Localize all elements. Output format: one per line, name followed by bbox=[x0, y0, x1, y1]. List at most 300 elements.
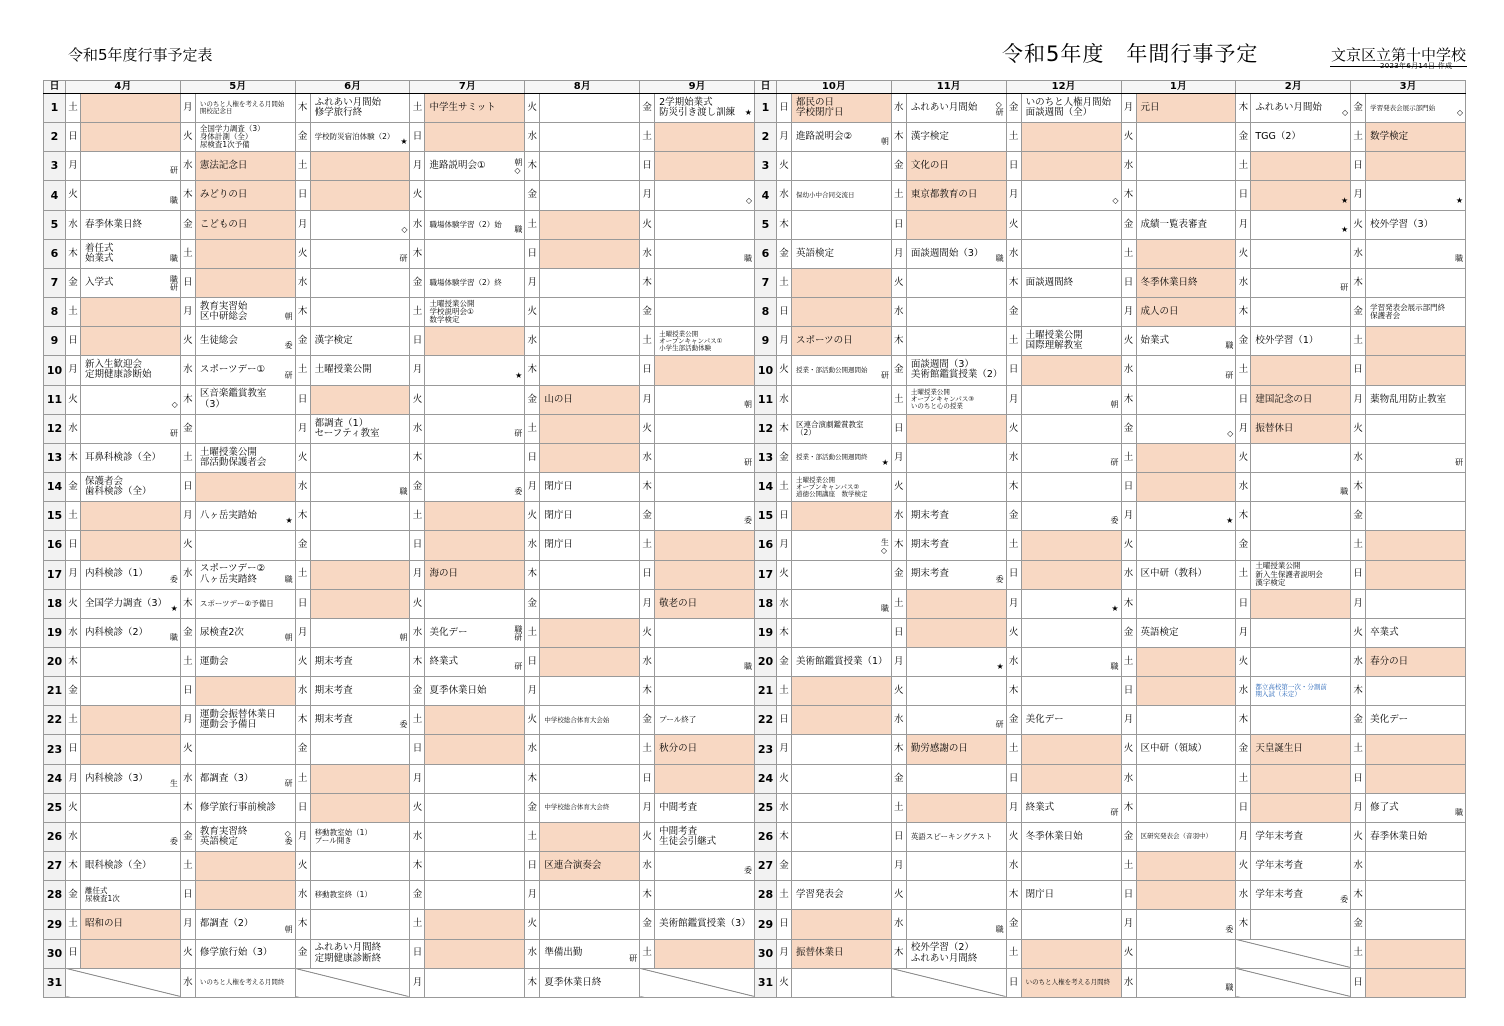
event-cell[interactable] bbox=[1251, 618, 1351, 647]
event-cell[interactable] bbox=[310, 706, 410, 735]
event-cell[interactable] bbox=[1021, 210, 1121, 239]
event-cell[interactable] bbox=[425, 502, 525, 531]
event-cell[interactable] bbox=[906, 210, 1006, 239]
event-cell[interactable] bbox=[791, 181, 891, 210]
event-cell[interactable] bbox=[791, 239, 891, 268]
event-cell[interactable] bbox=[81, 764, 181, 793]
event-cell[interactable] bbox=[1251, 268, 1351, 297]
event-cell[interactable] bbox=[310, 414, 410, 443]
event-cell[interactable] bbox=[1251, 385, 1351, 414]
event-cell[interactable] bbox=[1251, 327, 1351, 356]
event-cell[interactable] bbox=[540, 531, 640, 560]
event-cell[interactable] bbox=[310, 123, 410, 152]
event-cell[interactable] bbox=[1251, 152, 1351, 181]
event-cell[interactable] bbox=[655, 822, 755, 851]
event-cell[interactable] bbox=[1021, 181, 1121, 210]
event-cell[interactable] bbox=[425, 852, 525, 881]
event-cell[interactable] bbox=[1021, 356, 1121, 385]
event-cell[interactable] bbox=[1251, 910, 1351, 939]
event-cell[interactable] bbox=[310, 560, 410, 589]
event-cell[interactable] bbox=[1366, 414, 1466, 443]
event-cell[interactable] bbox=[655, 706, 755, 735]
event-cell[interactable] bbox=[425, 939, 525, 968]
event-cell[interactable] bbox=[655, 852, 755, 881]
event-cell[interactable] bbox=[540, 181, 640, 210]
event-cell[interactable] bbox=[1136, 968, 1236, 997]
event-cell[interactable] bbox=[425, 298, 525, 327]
event-cell[interactable] bbox=[81, 531, 181, 560]
event-cell[interactable] bbox=[791, 298, 891, 327]
event-cell[interactable] bbox=[906, 268, 1006, 297]
event-cell[interactable] bbox=[310, 385, 410, 414]
event-cell[interactable] bbox=[906, 443, 1006, 472]
event-cell[interactable] bbox=[540, 268, 640, 297]
event-cell[interactable] bbox=[425, 210, 525, 239]
event-cell[interactable] bbox=[1251, 852, 1351, 881]
event-cell[interactable] bbox=[195, 793, 295, 822]
event-cell[interactable] bbox=[1021, 735, 1121, 764]
event-cell[interactable] bbox=[195, 239, 295, 268]
event-cell[interactable] bbox=[195, 589, 295, 618]
event-cell[interactable] bbox=[1021, 123, 1121, 152]
event-cell[interactable] bbox=[1136, 647, 1236, 676]
event-cell[interactable] bbox=[1366, 793, 1466, 822]
event-cell[interactable] bbox=[791, 502, 891, 531]
event-cell[interactable] bbox=[310, 298, 410, 327]
event-cell[interactable] bbox=[791, 94, 891, 123]
event-cell[interactable] bbox=[1366, 473, 1466, 502]
event-cell[interactable] bbox=[1366, 239, 1466, 268]
event-cell[interactable] bbox=[791, 443, 891, 472]
event-cell[interactable] bbox=[791, 706, 891, 735]
event-cell[interactable] bbox=[310, 356, 410, 385]
event-cell[interactable] bbox=[540, 793, 640, 822]
event-cell[interactable] bbox=[540, 356, 640, 385]
event-cell[interactable] bbox=[310, 647, 410, 676]
event-cell[interactable] bbox=[906, 473, 1006, 502]
event-cell[interactable] bbox=[655, 764, 755, 793]
event-cell[interactable] bbox=[655, 152, 755, 181]
event-cell[interactable] bbox=[1366, 706, 1466, 735]
event-cell[interactable] bbox=[1251, 647, 1351, 676]
event-cell[interactable] bbox=[655, 618, 755, 647]
event-cell[interactable] bbox=[791, 968, 891, 997]
event-cell[interactable] bbox=[791, 356, 891, 385]
event-cell[interactable] bbox=[655, 210, 755, 239]
event-cell[interactable] bbox=[1366, 443, 1466, 472]
event-cell[interactable] bbox=[1136, 327, 1236, 356]
event-cell[interactable] bbox=[425, 356, 525, 385]
event-cell[interactable] bbox=[1136, 531, 1236, 560]
event-cell[interactable] bbox=[1021, 298, 1121, 327]
event-cell[interactable] bbox=[540, 910, 640, 939]
event-cell[interactable] bbox=[540, 443, 640, 472]
event-cell[interactable] bbox=[906, 123, 1006, 152]
event-cell[interactable] bbox=[655, 647, 755, 676]
event-cell[interactable] bbox=[655, 677, 755, 706]
event-cell[interactable] bbox=[791, 647, 891, 676]
event-cell[interactable] bbox=[1251, 123, 1351, 152]
event-cell[interactable] bbox=[540, 385, 640, 414]
event-cell[interactable] bbox=[1136, 123, 1236, 152]
event-cell[interactable] bbox=[1251, 735, 1351, 764]
event-cell[interactable] bbox=[310, 618, 410, 647]
event-cell[interactable] bbox=[81, 443, 181, 472]
event-cell[interactable] bbox=[81, 735, 181, 764]
event-cell[interactable] bbox=[81, 706, 181, 735]
event-cell[interactable] bbox=[81, 618, 181, 647]
event-cell[interactable] bbox=[1136, 910, 1236, 939]
event-cell[interactable] bbox=[425, 735, 525, 764]
event-cell[interactable] bbox=[655, 793, 755, 822]
event-cell[interactable] bbox=[310, 764, 410, 793]
event-cell[interactable] bbox=[906, 706, 1006, 735]
event-cell[interactable] bbox=[791, 910, 891, 939]
event-cell[interactable] bbox=[655, 298, 755, 327]
event-cell[interactable] bbox=[655, 735, 755, 764]
event-cell[interactable] bbox=[1251, 298, 1351, 327]
event-cell[interactable] bbox=[1136, 414, 1236, 443]
event-cell[interactable] bbox=[1251, 414, 1351, 443]
event-cell[interactable] bbox=[655, 910, 755, 939]
event-cell[interactable] bbox=[195, 443, 295, 472]
event-cell[interactable] bbox=[1366, 589, 1466, 618]
event-cell[interactable] bbox=[1136, 939, 1236, 968]
event-cell[interactable] bbox=[1366, 618, 1466, 647]
event-cell[interactable] bbox=[310, 181, 410, 210]
event-cell[interactable] bbox=[791, 531, 891, 560]
event-cell[interactable] bbox=[906, 414, 1006, 443]
event-cell[interactable] bbox=[425, 968, 525, 997]
event-cell[interactable] bbox=[1021, 677, 1121, 706]
event-cell[interactable] bbox=[195, 210, 295, 239]
event-cell[interactable] bbox=[540, 327, 640, 356]
event-cell[interactable] bbox=[195, 94, 295, 123]
event-cell[interactable] bbox=[540, 589, 640, 618]
event-cell[interactable] bbox=[1366, 735, 1466, 764]
event-cell[interactable] bbox=[81, 502, 181, 531]
event-cell[interactable] bbox=[1021, 94, 1121, 123]
event-cell[interactable] bbox=[655, 356, 755, 385]
event-cell[interactable] bbox=[425, 181, 525, 210]
event-cell[interactable] bbox=[1366, 881, 1466, 910]
event-cell[interactable] bbox=[195, 502, 295, 531]
event-cell[interactable] bbox=[1366, 298, 1466, 327]
event-cell[interactable] bbox=[425, 473, 525, 502]
event-cell[interactable] bbox=[655, 560, 755, 589]
event-cell[interactable] bbox=[655, 181, 755, 210]
event-cell[interactable] bbox=[540, 298, 640, 327]
event-cell[interactable] bbox=[906, 385, 1006, 414]
event-cell[interactable] bbox=[1366, 152, 1466, 181]
event-cell[interactable] bbox=[906, 910, 1006, 939]
event-cell[interactable] bbox=[1021, 414, 1121, 443]
event-cell[interactable] bbox=[655, 881, 755, 910]
event-cell[interactable] bbox=[1251, 210, 1351, 239]
event-cell[interactable] bbox=[1366, 939, 1466, 968]
event-cell[interactable] bbox=[1251, 443, 1351, 472]
event-cell[interactable] bbox=[791, 210, 891, 239]
event-cell[interactable] bbox=[425, 618, 525, 647]
event-cell[interactable] bbox=[81, 181, 181, 210]
event-cell[interactable] bbox=[906, 735, 1006, 764]
event-cell[interactable] bbox=[425, 764, 525, 793]
event-cell[interactable] bbox=[310, 793, 410, 822]
event-cell[interactable] bbox=[655, 123, 755, 152]
event-cell[interactable] bbox=[1136, 356, 1236, 385]
event-cell[interactable] bbox=[791, 560, 891, 589]
event-cell[interactable] bbox=[195, 647, 295, 676]
event-cell[interactable] bbox=[425, 152, 525, 181]
event-cell[interactable] bbox=[1136, 560, 1236, 589]
event-cell[interactable] bbox=[906, 502, 1006, 531]
event-cell[interactable] bbox=[425, 910, 525, 939]
event-cell[interactable] bbox=[1251, 881, 1351, 910]
event-cell[interactable] bbox=[81, 473, 181, 502]
event-cell[interactable] bbox=[1251, 531, 1351, 560]
event-cell[interactable] bbox=[425, 822, 525, 851]
event-cell[interactable] bbox=[81, 677, 181, 706]
event-cell[interactable] bbox=[1251, 822, 1351, 851]
event-cell[interactable] bbox=[906, 298, 1006, 327]
event-cell[interactable] bbox=[1251, 502, 1351, 531]
event-cell[interactable] bbox=[540, 618, 640, 647]
event-cell[interactable] bbox=[1251, 793, 1351, 822]
event-cell[interactable] bbox=[81, 589, 181, 618]
event-cell[interactable] bbox=[425, 239, 525, 268]
event-cell[interactable] bbox=[1136, 793, 1236, 822]
event-cell[interactable] bbox=[195, 531, 295, 560]
event-cell[interactable] bbox=[655, 239, 755, 268]
event-cell[interactable] bbox=[655, 502, 755, 531]
event-cell[interactable] bbox=[1136, 94, 1236, 123]
event-cell[interactable] bbox=[310, 589, 410, 618]
event-cell[interactable] bbox=[655, 268, 755, 297]
event-cell[interactable] bbox=[195, 764, 295, 793]
event-cell[interactable] bbox=[791, 677, 891, 706]
event-cell[interactable] bbox=[906, 560, 1006, 589]
event-cell[interactable] bbox=[540, 502, 640, 531]
event-cell[interactable] bbox=[195, 152, 295, 181]
event-cell[interactable] bbox=[1366, 910, 1466, 939]
event-cell[interactable] bbox=[540, 647, 640, 676]
event-cell[interactable] bbox=[540, 239, 640, 268]
event-cell[interactable] bbox=[906, 181, 1006, 210]
event-cell[interactable] bbox=[1136, 881, 1236, 910]
event-cell[interactable] bbox=[310, 94, 410, 123]
event-cell[interactable] bbox=[1021, 531, 1121, 560]
event-cell[interactable] bbox=[1021, 560, 1121, 589]
event-cell[interactable] bbox=[81, 94, 181, 123]
event-cell[interactable] bbox=[1021, 968, 1121, 997]
event-cell[interactable] bbox=[425, 385, 525, 414]
event-cell[interactable] bbox=[906, 852, 1006, 881]
event-cell[interactable] bbox=[81, 210, 181, 239]
event-cell[interactable] bbox=[1021, 473, 1121, 502]
event-cell[interactable] bbox=[1021, 647, 1121, 676]
event-cell[interactable] bbox=[1021, 764, 1121, 793]
event-cell[interactable] bbox=[1136, 822, 1236, 851]
event-cell[interactable] bbox=[1366, 647, 1466, 676]
event-cell[interactable] bbox=[81, 356, 181, 385]
event-cell[interactable] bbox=[1021, 502, 1121, 531]
event-cell[interactable] bbox=[425, 706, 525, 735]
event-cell[interactable] bbox=[1251, 764, 1351, 793]
event-cell[interactable] bbox=[1251, 473, 1351, 502]
event-cell[interactable] bbox=[791, 881, 891, 910]
event-cell[interactable] bbox=[1251, 560, 1351, 589]
event-cell[interactable] bbox=[655, 443, 755, 472]
event-cell[interactable] bbox=[1136, 385, 1236, 414]
event-cell[interactable] bbox=[81, 822, 181, 851]
event-cell[interactable] bbox=[310, 239, 410, 268]
event-cell[interactable] bbox=[791, 385, 891, 414]
event-cell[interactable] bbox=[1021, 152, 1121, 181]
event-cell[interactable] bbox=[195, 560, 295, 589]
event-cell[interactable] bbox=[655, 531, 755, 560]
event-cell[interactable] bbox=[81, 298, 181, 327]
event-cell[interactable] bbox=[1021, 939, 1121, 968]
event-cell[interactable] bbox=[425, 327, 525, 356]
event-cell[interactable] bbox=[655, 94, 755, 123]
event-cell[interactable] bbox=[1366, 268, 1466, 297]
event-cell[interactable] bbox=[655, 385, 755, 414]
event-cell[interactable] bbox=[310, 210, 410, 239]
event-cell[interactable] bbox=[791, 618, 891, 647]
event-cell[interactable] bbox=[1366, 210, 1466, 239]
event-cell[interactable] bbox=[540, 677, 640, 706]
event-cell[interactable] bbox=[906, 822, 1006, 851]
event-cell[interactable] bbox=[81, 647, 181, 676]
event-cell[interactable] bbox=[906, 327, 1006, 356]
event-cell[interactable] bbox=[655, 589, 755, 618]
event-cell[interactable] bbox=[906, 618, 1006, 647]
event-cell[interactable] bbox=[540, 210, 640, 239]
event-cell[interactable] bbox=[195, 910, 295, 939]
event-cell[interactable] bbox=[310, 152, 410, 181]
event-cell[interactable] bbox=[1021, 793, 1121, 822]
event-cell[interactable] bbox=[791, 152, 891, 181]
event-cell[interactable] bbox=[1021, 268, 1121, 297]
event-cell[interactable] bbox=[310, 473, 410, 502]
event-cell[interactable] bbox=[1366, 677, 1466, 706]
event-cell[interactable] bbox=[906, 764, 1006, 793]
event-cell[interactable] bbox=[906, 589, 1006, 618]
event-cell[interactable] bbox=[791, 123, 891, 152]
event-cell[interactable] bbox=[791, 939, 891, 968]
event-cell[interactable] bbox=[906, 94, 1006, 123]
event-cell[interactable] bbox=[1251, 94, 1351, 123]
event-cell[interactable] bbox=[540, 152, 640, 181]
event-cell[interactable] bbox=[540, 94, 640, 123]
event-cell[interactable] bbox=[195, 414, 295, 443]
event-cell[interactable] bbox=[425, 560, 525, 589]
event-cell[interactable] bbox=[195, 327, 295, 356]
event-cell[interactable] bbox=[81, 268, 181, 297]
event-cell[interactable] bbox=[195, 706, 295, 735]
event-cell[interactable] bbox=[425, 443, 525, 472]
event-cell[interactable] bbox=[1366, 123, 1466, 152]
event-cell[interactable] bbox=[1021, 443, 1121, 472]
event-cell[interactable] bbox=[425, 268, 525, 297]
event-cell[interactable] bbox=[1136, 181, 1236, 210]
event-cell[interactable] bbox=[1251, 181, 1351, 210]
event-cell[interactable] bbox=[1136, 706, 1236, 735]
event-cell[interactable] bbox=[906, 881, 1006, 910]
event-cell[interactable] bbox=[195, 881, 295, 910]
event-cell[interactable] bbox=[655, 473, 755, 502]
event-cell[interactable] bbox=[1136, 210, 1236, 239]
event-cell[interactable] bbox=[1251, 706, 1351, 735]
event-cell[interactable] bbox=[310, 677, 410, 706]
event-cell[interactable] bbox=[791, 764, 891, 793]
event-cell[interactable] bbox=[540, 414, 640, 443]
event-cell[interactable] bbox=[1366, 181, 1466, 210]
event-cell[interactable] bbox=[425, 414, 525, 443]
event-cell[interactable] bbox=[1366, 764, 1466, 793]
event-cell[interactable] bbox=[791, 735, 891, 764]
event-cell[interactable] bbox=[1136, 152, 1236, 181]
event-cell[interactable] bbox=[81, 793, 181, 822]
event-cell[interactable] bbox=[195, 618, 295, 647]
event-cell[interactable] bbox=[1136, 268, 1236, 297]
event-cell[interactable] bbox=[906, 239, 1006, 268]
event-cell[interactable] bbox=[195, 298, 295, 327]
event-cell[interactable] bbox=[1366, 822, 1466, 851]
event-cell[interactable] bbox=[906, 647, 1006, 676]
event-cell[interactable] bbox=[1136, 502, 1236, 531]
event-cell[interactable] bbox=[81, 239, 181, 268]
event-cell[interactable] bbox=[1366, 968, 1466, 997]
event-cell[interactable] bbox=[195, 123, 295, 152]
event-cell[interactable] bbox=[1021, 385, 1121, 414]
event-cell[interactable] bbox=[1366, 94, 1466, 123]
event-cell[interactable] bbox=[540, 822, 640, 851]
event-cell[interactable] bbox=[1366, 356, 1466, 385]
event-cell[interactable] bbox=[655, 939, 755, 968]
event-cell[interactable] bbox=[195, 968, 295, 997]
event-cell[interactable] bbox=[1136, 239, 1236, 268]
event-cell[interactable] bbox=[540, 968, 640, 997]
event-cell[interactable] bbox=[906, 531, 1006, 560]
event-cell[interactable] bbox=[1136, 618, 1236, 647]
event-cell[interactable] bbox=[1136, 852, 1236, 881]
event-cell[interactable] bbox=[425, 123, 525, 152]
event-cell[interactable] bbox=[310, 531, 410, 560]
event-cell[interactable] bbox=[791, 268, 891, 297]
event-cell[interactable] bbox=[425, 94, 525, 123]
event-cell[interactable] bbox=[195, 822, 295, 851]
event-cell[interactable] bbox=[425, 881, 525, 910]
event-cell[interactable] bbox=[81, 939, 181, 968]
event-cell[interactable] bbox=[540, 939, 640, 968]
event-cell[interactable] bbox=[310, 852, 410, 881]
event-cell[interactable] bbox=[195, 356, 295, 385]
event-cell[interactable] bbox=[1366, 502, 1466, 531]
event-cell[interactable] bbox=[791, 822, 891, 851]
event-cell[interactable] bbox=[1136, 764, 1236, 793]
event-cell[interactable] bbox=[1021, 239, 1121, 268]
event-cell[interactable] bbox=[906, 939, 1006, 968]
event-cell[interactable] bbox=[425, 793, 525, 822]
event-cell[interactable] bbox=[655, 327, 755, 356]
event-cell[interactable] bbox=[906, 152, 1006, 181]
event-cell[interactable] bbox=[81, 852, 181, 881]
event-cell[interactable] bbox=[310, 939, 410, 968]
event-cell[interactable] bbox=[81, 560, 181, 589]
event-cell[interactable] bbox=[1021, 706, 1121, 735]
event-cell[interactable] bbox=[1021, 327, 1121, 356]
